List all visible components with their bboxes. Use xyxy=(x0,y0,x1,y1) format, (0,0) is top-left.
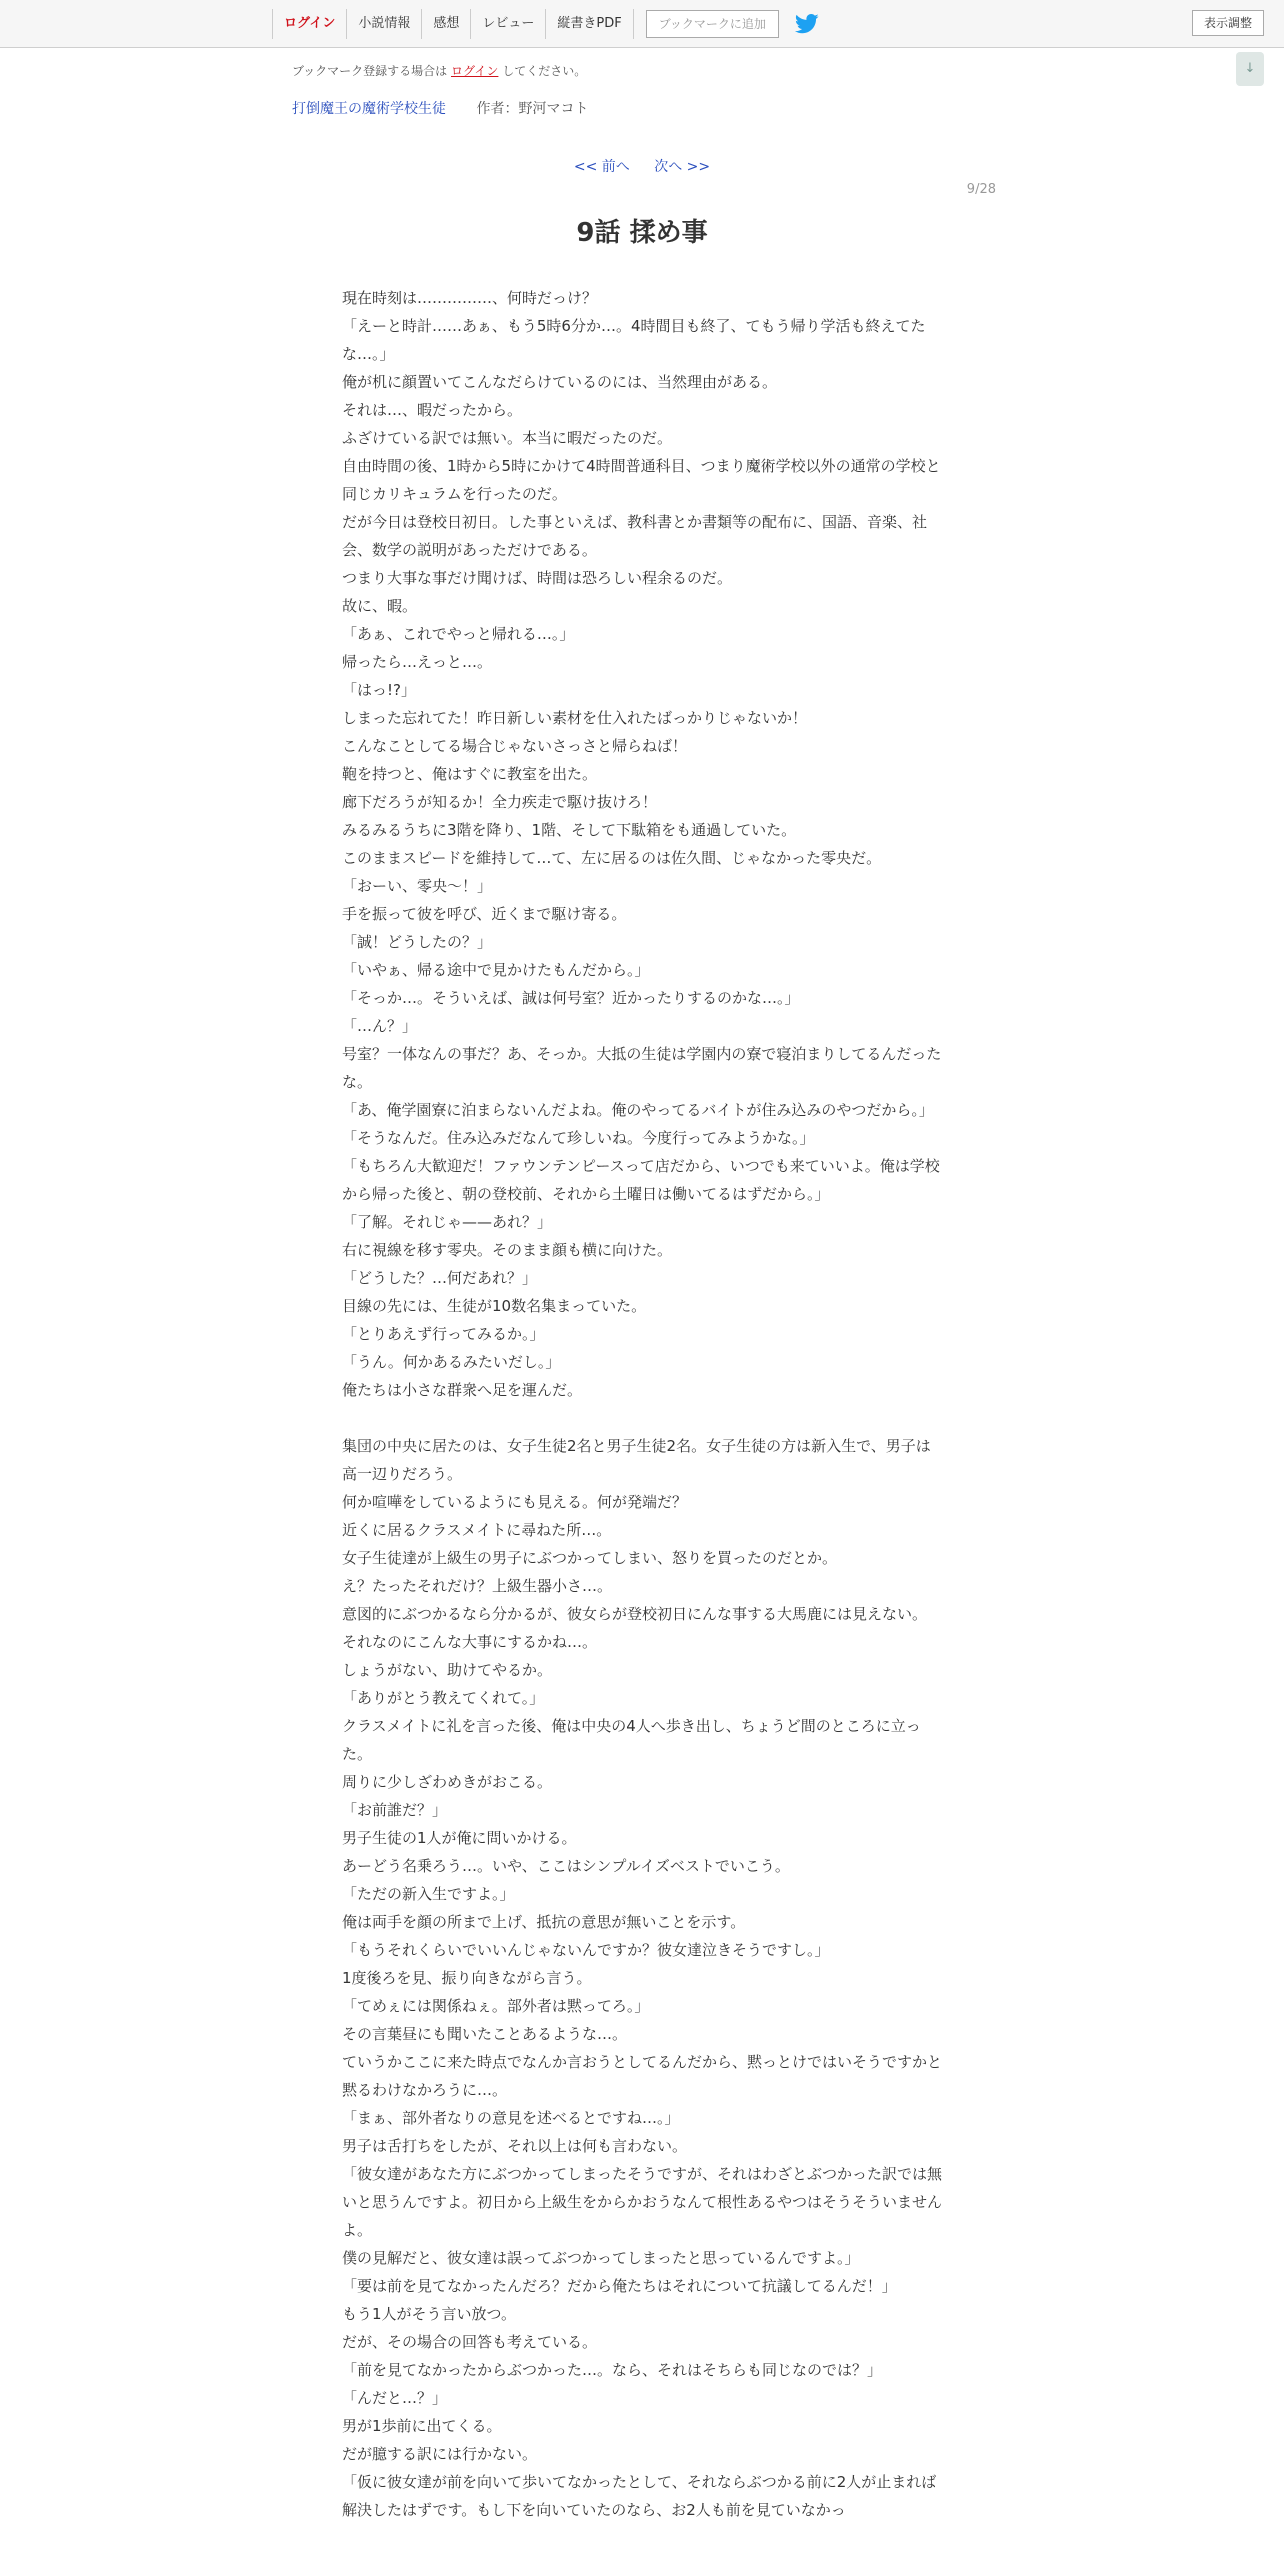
twitter-icon[interactable] xyxy=(795,14,819,34)
body-paragraph: 帰ったら…えっと…。 xyxy=(342,653,493,671)
body-paragraph: だが、その場合の回答も考えている。 xyxy=(342,2333,598,2351)
site-header xyxy=(0,0,1284,48)
body-paragraph: 集団の中央に居たのは、女子生徒2名と男子生徒2名。女子生徒の方は新入生で、男子は高一辺りだろう。 xyxy=(342,1437,931,1483)
body-paragraph: 「前を見てなかったからぶつかった…。なら、それはそちらも同じなのでは？」 xyxy=(342,2361,883,2379)
body-paragraph: 1度後ろを見、振り向きながら言う。 xyxy=(342,1969,592,1987)
body-paragraph: ていうかここに来た時点でなんか言おうとしてるんだから、黙っとけではいそうですかと黙るわけなかろうに…。 xyxy=(342,2053,943,2099)
bookmark-login-notice xyxy=(292,62,586,79)
body-paragraph: 「誠！どうしたの？」 xyxy=(342,933,493,951)
body-paragraph: 「まぁ、部外者なりの意見を述べるとですね…。」 xyxy=(342,2109,680,2127)
body-paragraph: 僕の見解だと、彼女達は誤ってぶつかってしまったと思っているんですよ。」 xyxy=(342,2249,860,2267)
body-paragraph: 手を振って彼を呼び、近くまで駆け寄る。 xyxy=(342,905,627,923)
body-paragraph: 「お前誰だ？」 xyxy=(342,1801,448,1819)
body-paragraph: 目線の先には、生徒が10数名集まっていた。 xyxy=(342,1297,647,1315)
body-paragraph: 男子生徒の1人が俺に問いかける。 xyxy=(342,1829,577,1847)
body-paragraph: こんなことしてる場合じゃないさっさと帰らねば！ xyxy=(342,737,688,755)
body-paragraph: え？たったそれだけ？上級生器小さ…。 xyxy=(342,1577,613,1595)
page-number: 9/28 xyxy=(966,182,996,197)
body-paragraph: その言葉昼にも聞いたことあるような…。 xyxy=(342,2025,628,2043)
body-paragraph: 「そっか…。そういえば、誠は何号室？近かったりするのかな…。」 xyxy=(342,989,800,1007)
body-paragraph: 女子生徒達が上級生の男子にぶつかってしまい、怒りを買ったのだとか。 xyxy=(342,1549,838,1567)
body-paragraph: 「うん。何かあるみたいだし。」 xyxy=(342,1353,561,1371)
nav-review-link[interactable]: レビュー xyxy=(470,9,545,39)
body-paragraph: 俺たちは小さな群衆へ足を運んだ。 xyxy=(342,1381,583,1399)
body-paragraph: みるみるうちに3階を降り、1階、そして下駄箱をも通過していた。 xyxy=(342,821,797,839)
body-paragraph: 「ありがとう教えてくれて。」 xyxy=(342,1689,545,1707)
body-paragraph: それなのにこんな大事にするかね…。 xyxy=(342,1633,598,1651)
chapter-title: 9話 揉め事 xyxy=(576,218,708,248)
scroll-down-button[interactable]: ↓ xyxy=(1236,52,1264,86)
body-paragraph: 近くに居るクラスメイトに尋ねた所…。 xyxy=(342,1521,612,1539)
novel-title-link[interactable]: 打倒魔王の魔術学校生徒 xyxy=(292,101,446,117)
display-settings-button[interactable]: 表示調整 xyxy=(1192,10,1264,36)
body-paragraph: 「おーい、零央〜！」 xyxy=(342,877,493,895)
nav-vertical-pdf-link[interactable]: 縦書きPDF xyxy=(545,9,633,39)
body-paragraph: 「もちろん大歓迎だ！ファウンテンピースって店だから、いつでも来ていいよ。俺は学校から帰った後と、朝の登校前、それから土曜日は働いてるはずだから。」 xyxy=(342,1157,940,1203)
nav-login-link[interactable]: ログイン xyxy=(272,9,346,39)
body-paragraph: 「仮に彼女達が前を向いて歩いてなかったとして、それならぶつかる前に2人が止まれば解決したはずです。もし下を向いていたのなら、お2人も前を見ていなかっ xyxy=(342,2473,937,2519)
body-paragraph: 「ただの新入生ですよ。」 xyxy=(342,1885,515,1903)
body-paragraph: 俺が机に顔置いてこんなだらけているのには、当然理由がある。 xyxy=(342,373,778,391)
author-name: 作者：野河マコト xyxy=(476,101,589,117)
body-paragraph: 「てめぇには関係ねぇ。部外者は黙ってろ。」 xyxy=(342,1997,650,2015)
add-bookmark-button[interactable]: ブックマークに追加 xyxy=(646,10,779,38)
body-paragraph: このままスピードを維持して…て、左に居るのは佐久間、じゃなかった零央だ。 xyxy=(342,849,882,867)
novel-info-line xyxy=(292,98,588,118)
body-paragraph: ふざけている訳では無い。本当に暇だったのだ。 xyxy=(342,429,673,447)
body-paragraph: 廊下だろうが知るか！全力疾走で駆け抜けろ！ xyxy=(342,793,658,811)
body-paragraph: もう1人がそう言い放つ。 xyxy=(342,2305,516,2323)
body-paragraph: 「はっ!?」 xyxy=(342,681,416,699)
body-paragraph: それは…、暇だったから。 xyxy=(342,401,523,419)
body-paragraph: だが臆する訳には行かない。 xyxy=(342,2445,538,2463)
body-paragraph: 「あぁ、これでやっと帰れる…。」 xyxy=(342,625,575,643)
notice-text-before: ブックマーク登録する場合は xyxy=(292,64,448,78)
body-paragraph: 「…ん？」 xyxy=(342,1017,418,1035)
body-paragraph: つまり大事な事だけ聞けば、時間は恐ろしい程余るのだ。 xyxy=(342,569,733,587)
header-nav xyxy=(272,6,819,42)
body-paragraph: 周りに少しざわめきがおこる。 xyxy=(342,1773,553,1791)
body-paragraph: 現在時刻は……………、何時だっけ？ xyxy=(342,289,598,307)
body-paragraph: 「とりあえず行ってみるか。」 xyxy=(342,1325,545,1343)
body-paragraph: 「彼女達があなた方にぶつかってしまったそうですが、それはわざとぶつかった訳では無いと思うんですよ。初日から上級生をからかおうなんて根性あるやつはそうそういませんよ。 xyxy=(342,2165,943,2239)
body-paragraph: 故に、暇。 xyxy=(342,597,418,615)
body-paragraph: 右に視線を移す零央。そのまま顔も横に向けた。 xyxy=(342,1241,673,1259)
notice-login-link[interactable]: ログイン xyxy=(451,64,499,78)
body-paragraph: だが今日は登校日初日。した事といえば、教科書とか書類等の配布に、国語、音楽、社会、数学の説明があっただけである。 xyxy=(342,513,928,559)
body-paragraph: 「もうそれくらいでいいんじゃないんですか？彼女達泣きそうですし。」 xyxy=(342,1941,830,1959)
body-paragraph: 「そうなんだ。住み込みだなんて珍しいね。今度行ってみようかな。」 xyxy=(342,1129,815,1147)
body-paragraph: しまった忘れてた！昨日新しい素材を仕入れたばっかりじゃないか！ xyxy=(342,709,808,727)
nav-impressions-link[interactable]: 感想 xyxy=(421,9,470,39)
body-paragraph: 意図的にぶつかるなら分かるが、彼女らが登校初日にんな事する大馬鹿には見えない。 xyxy=(342,1605,928,1623)
prev-chapter-link[interactable]: << 前へ xyxy=(573,159,630,175)
body-paragraph: 「いやぁ、帰る途中で見かけたもんだから。」 xyxy=(342,961,650,979)
body-paragraph: しょうがない、助けてやるか。 xyxy=(342,1661,553,1679)
body-paragraph: 「了解。それじゃ——あれ？」 xyxy=(342,1213,553,1231)
body-paragraph: 「んだと…？」 xyxy=(342,2389,448,2407)
body-paragraph: 「どうした？…何だあれ？」 xyxy=(342,1269,538,1287)
chapter-body xyxy=(342,284,942,2524)
body-paragraph: あーどう名乗ろう…。いや、ここはシンプルイズベストでいこう。 xyxy=(342,1857,790,1875)
notice-text-after: してください。 xyxy=(502,64,587,78)
body-paragraph: 何か喧嘩をしているようにも見える。何が発端だ？ xyxy=(342,1493,688,1511)
body-paragraph: 自由時間の後、1時から5時にかけて4時間普通科目、つまり魔術学校以外の通常の学校と同じカリキュラムを行ったのだ。 xyxy=(342,457,941,503)
body-paragraph: 俺は両手を顔の所まで上げ、抵抗の意思が無いことを示す。 xyxy=(342,1913,746,1931)
body-paragraph: 「えーと時計……あぁ、もう5時6分か…。4時間目も終了、てもう帰り学活も終えてたな…。」 xyxy=(342,317,926,363)
next-chapter-link[interactable]: 次へ >> xyxy=(654,159,711,175)
body-paragraph: 鞄を持つと、俺はすぐに教室を出た。 xyxy=(342,765,598,783)
body-paragraph: 「あ、俺学園寮に泊まらないんだよね。俺のやってるバイトが住み込みのやつだから。」 xyxy=(342,1101,934,1119)
chapter-pager xyxy=(0,156,1284,176)
body-paragraph: 号室？一体なんの事だ？あ、そっか。大抵の生徒は学園内の寮で寝泊まりしてるんだったな。 xyxy=(342,1045,942,1091)
body-paragraph: クラスメイトに礼を言った後、俺は中央の4人へ歩き出し、ちょうど間のところに立った。 xyxy=(342,1717,921,1763)
nav-novel-info-link[interactable]: 小説情報 xyxy=(346,9,421,39)
body-paragraph: 男子は舌打ちをしたが、それ以上は何も言わない。 xyxy=(342,2137,688,2155)
body-paragraph: 「要は前を見てなかったんだろ？だから俺たちはそれについて抗議してるんだ！」 xyxy=(342,2277,897,2295)
blank-line xyxy=(342,1404,942,1432)
body-paragraph: 男が1歩前に出てくる。 xyxy=(342,2417,502,2435)
